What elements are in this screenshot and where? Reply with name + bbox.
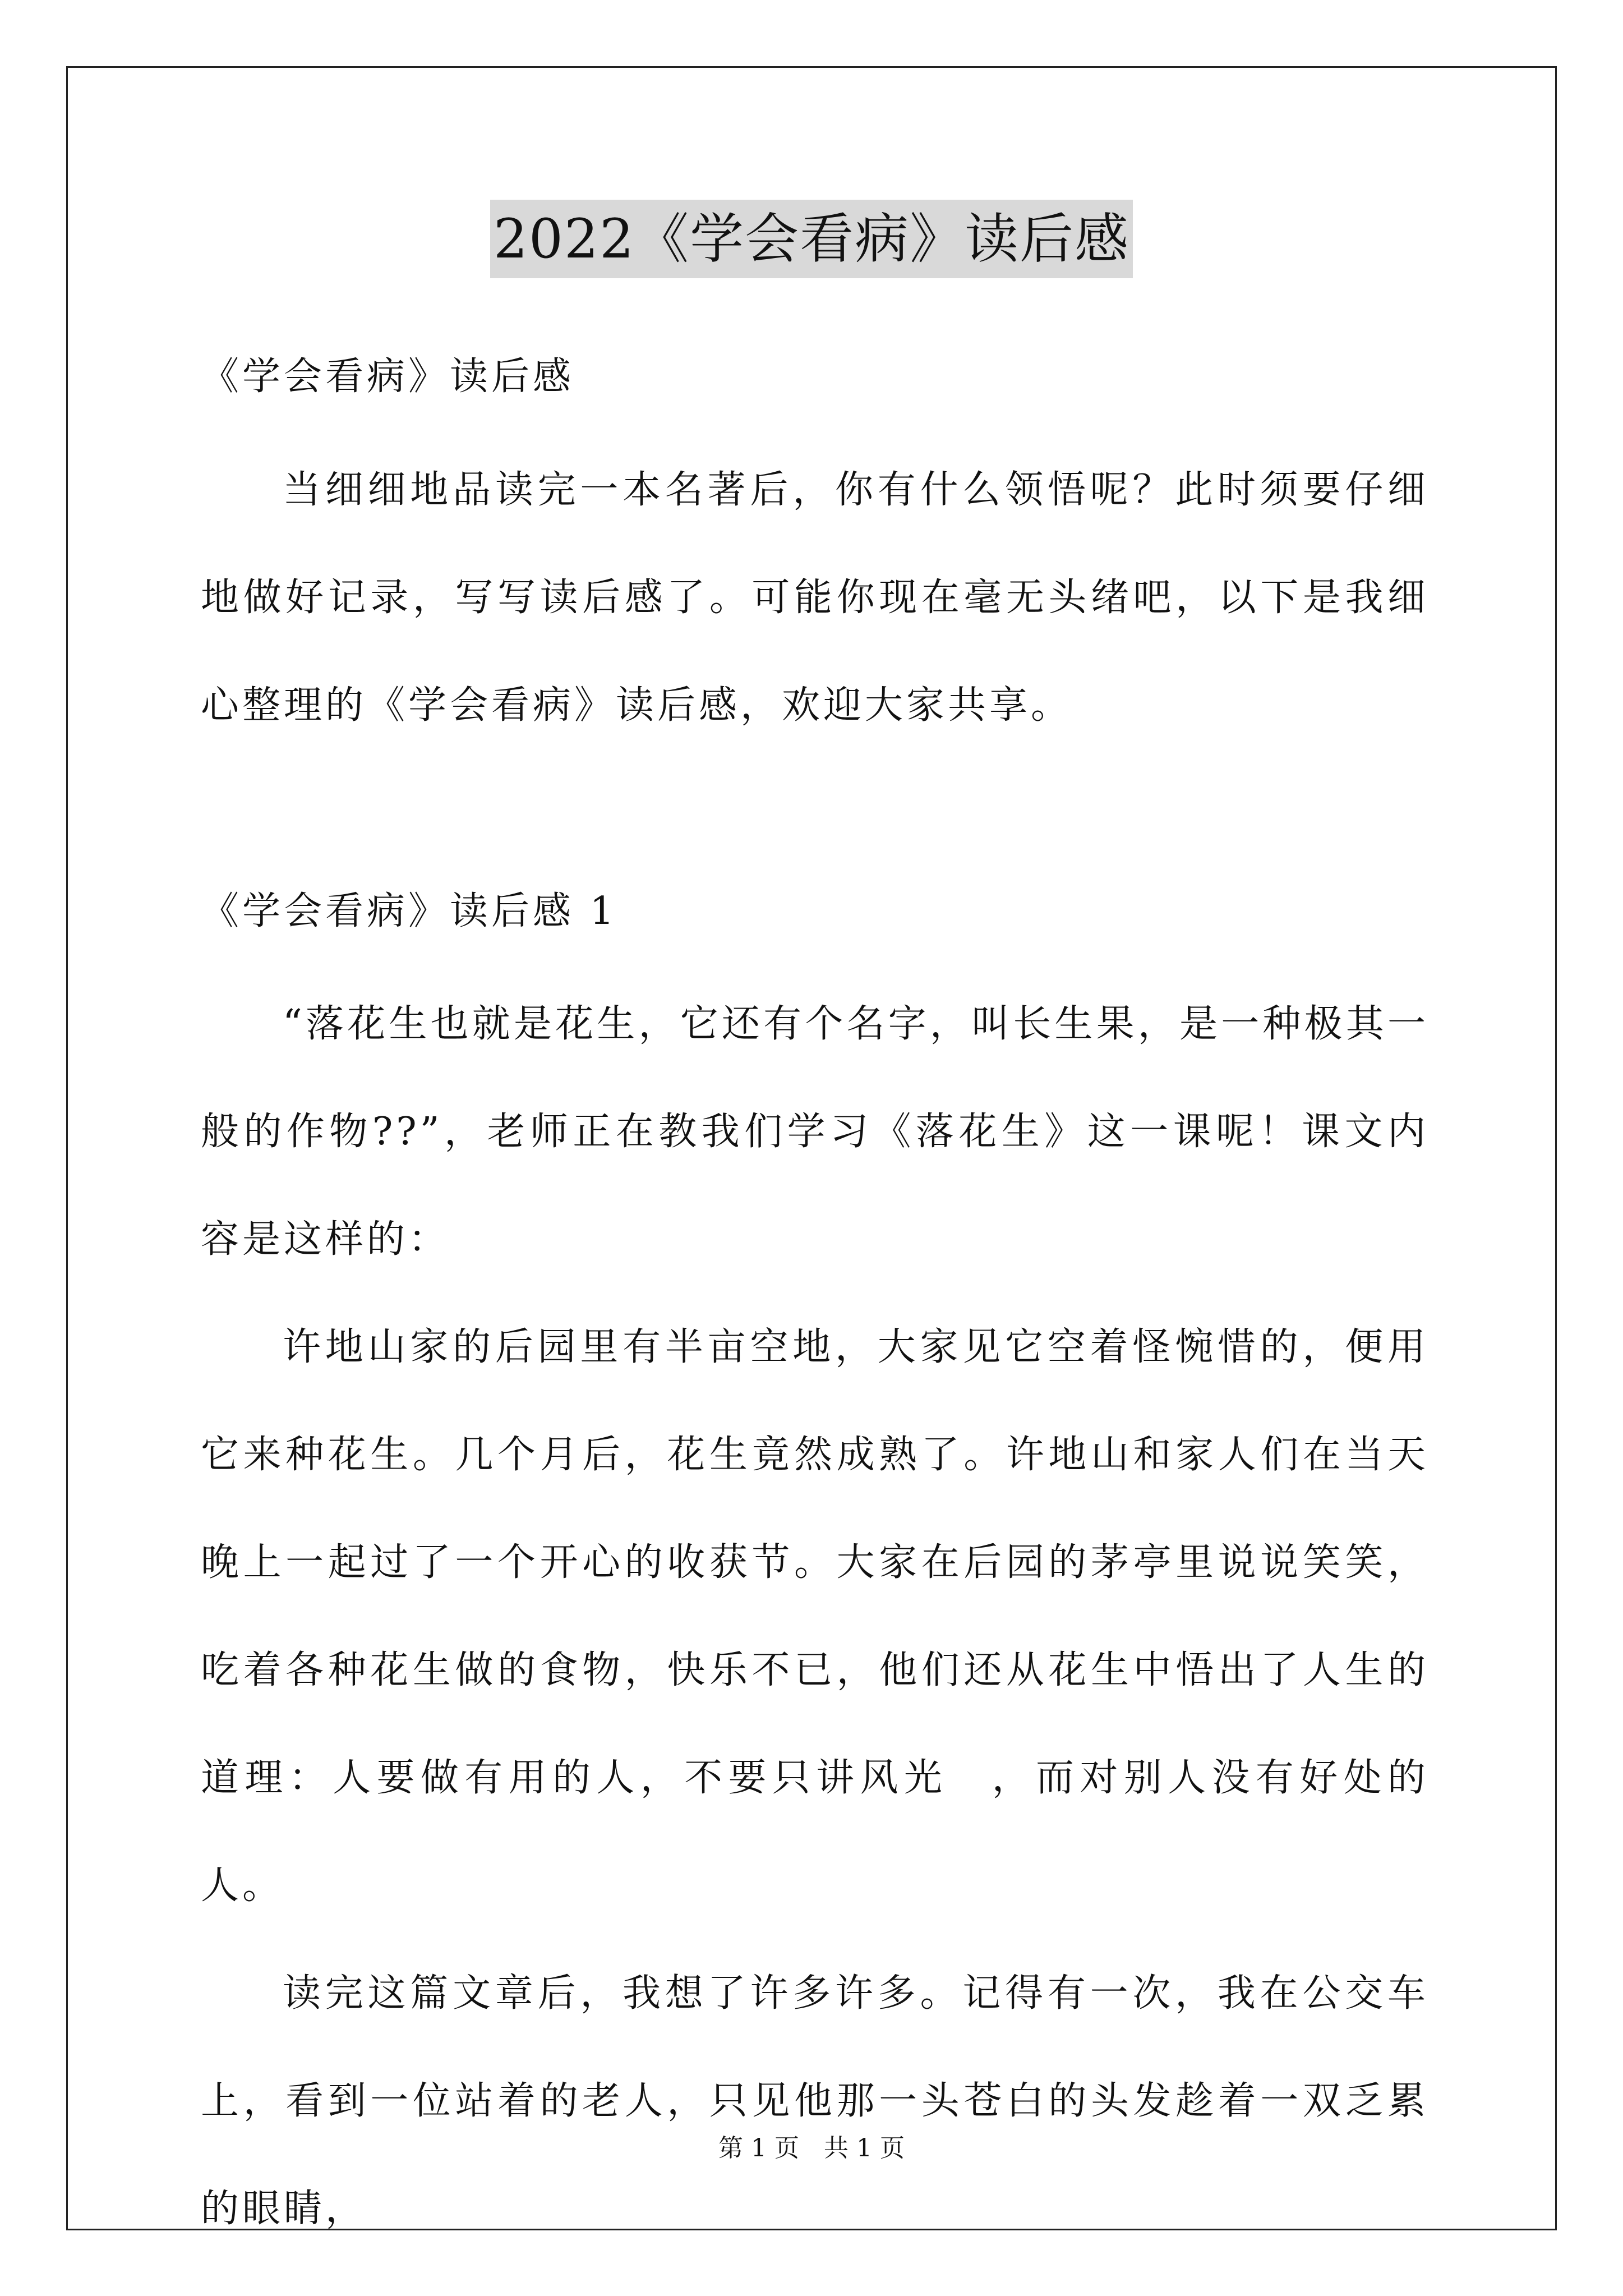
intro-paragraph: 当细细地品读完一本名著后，你有什么领悟呢？此时须要仔细地做好记录，写写读后感了。可能你现在毫无头绪吧，以下是我细心整理的《学会看病》读后感，欢迎大家共享。 (201, 468, 1429, 728)
document-title: 2022《学会看病》读后感 (490, 200, 1133, 278)
intro-heading: 《学会看病》读后感 (201, 355, 575, 399)
section1-paragraph-2: 许地山家的后园里有半亩空地，大家见它空着怪惋惜的，便用它来种花生。几个月后，花生竟然成熟了。许地山和家人们在当天晚上一起过了一个开心的收获节。大家在后园的茅亭里说说笑笑，吃着各种花生做的食物，快乐不已，他们还从花生中悟出了人生的道理：人要做有用的人，不要只讲风光 ，而对别人没有好处的人。 (201, 1325, 1429, 1908)
intro-section (201, 436, 1429, 760)
section1-paragraph-1: “落花生也就是花生，它还有个名字，叫长生果，是一种极其一般的作物??”，老师正在教我们学习《落花生》这一课呢！课文内容是这样的： (201, 1002, 1429, 1262)
section1-heading: 《学会看病》读后感 1 (201, 889, 617, 933)
title-area (0, 200, 1623, 278)
page-footer: 第 1 页 共 1 页 (718, 2134, 905, 2162)
section1-paragraph-3: 读完这篇文章后，我想了许多许多。记得有一次，我在公交车上，看到一位站着的老人，只见他那一头苍白的头发趁着一双乏累的眼睛， (201, 1971, 1429, 2231)
section1-body (201, 970, 1429, 2263)
